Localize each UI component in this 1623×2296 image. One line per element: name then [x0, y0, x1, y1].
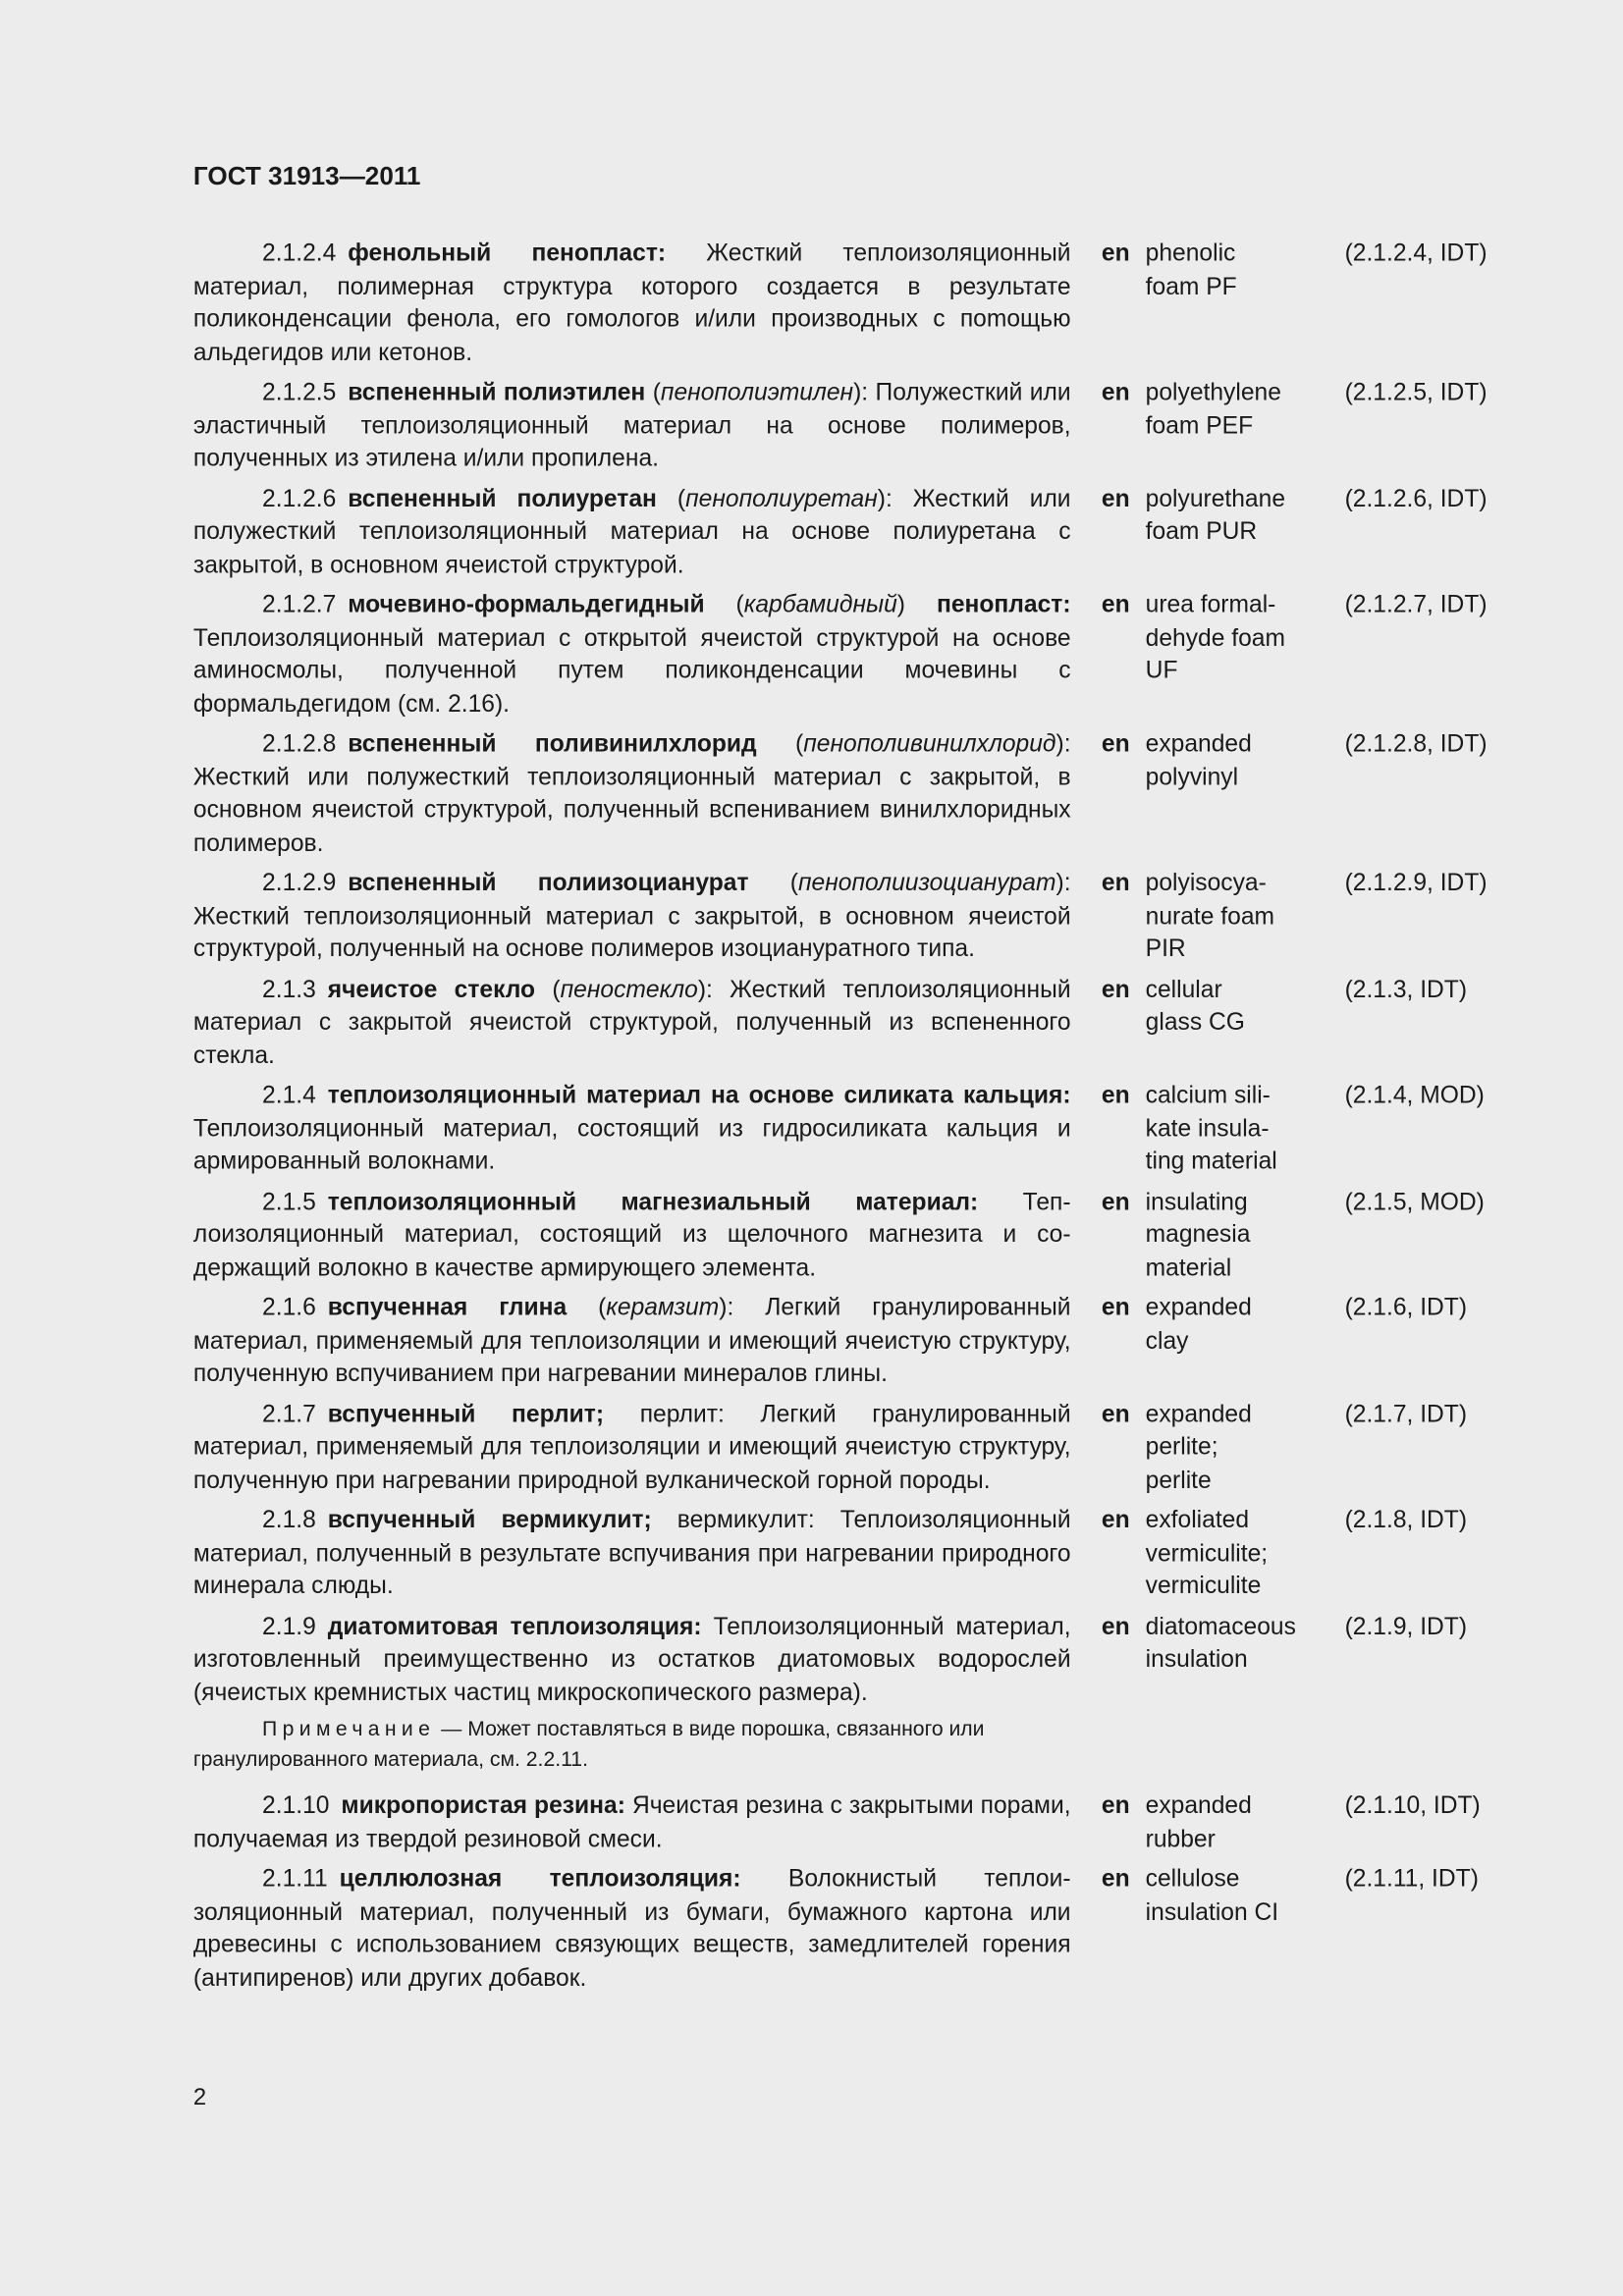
page-number: 2 [192, 2085, 207, 2110]
terms-list [193, 238, 1512, 2002]
english-term-line: perlite; [1145, 1433, 1218, 1461]
english-equivalent [1146, 589, 1345, 721]
term-definition [193, 238, 1071, 369]
term-number: 2.1.3 [262, 976, 316, 1003]
term-name: диатомитовая теплоизоляция: [327, 1613, 702, 1640]
term-definition [193, 589, 1071, 721]
english-equivalent [1146, 1292, 1345, 1391]
term-definition [193, 376, 1071, 475]
term-number: 2.1.2.5 [262, 379, 337, 406]
term-entry [193, 483, 1512, 582]
source-reference: (2.1.2.9, IDT) [1344, 870, 1488, 897]
english-term-line: cellular [1145, 976, 1222, 1003]
language-code: en [1101, 1613, 1130, 1640]
english-term-line: polyurethane [1145, 485, 1286, 512]
term-definition [193, 973, 1071, 1072]
language-code: en [1101, 240, 1130, 267]
english-term-line: dehyde foam [1145, 624, 1286, 652]
term-synonym: карбамидный [743, 591, 897, 618]
definition-text: Ячеистая резина с закрытыми порами, получаемая из твердой резиновой смеси. [192, 1792, 1071, 1852]
definition-text: Жесткий теплоизоляционный материал, полимерная структура которого создается в результате поликонденсации фенола, его гомологов и/или производных с поmощью альдегидов или кетонов. [192, 240, 1071, 366]
english-equivalent [1146, 376, 1345, 475]
term-entry [193, 376, 1512, 475]
term-number: 2.1.5 [262, 1188, 316, 1215]
english-term-line: ting material [1145, 1148, 1277, 1175]
term-entry [193, 867, 1512, 966]
term-entry [193, 1789, 1512, 1855]
term-name: микропористая резина: [341, 1792, 625, 1819]
term-entry [193, 727, 1512, 859]
source-reference: (2.1.2.6, IDT) [1344, 485, 1488, 512]
term-synonym: пенополиизоцианурат [798, 870, 1056, 897]
english-term-line: material [1145, 1254, 1232, 1281]
term-entry [193, 1080, 1512, 1179]
term-entry [193, 973, 1512, 1072]
source-reference: (2.1.6, IDT) [1344, 1294, 1468, 1321]
term-synonym: керамзит [606, 1294, 720, 1321]
source-reference: (2.1.2.8, IDT) [1344, 730, 1488, 758]
note-label: Примечание [262, 1717, 436, 1741]
english-term-line: polyisocya- [1145, 870, 1267, 897]
note [193, 1715, 1071, 1777]
english-term-line: phenolic [1145, 240, 1236, 267]
definition-text: ( [756, 730, 804, 758]
term-synonym: пеностекло [560, 976, 698, 1003]
term-entry [193, 238, 1512, 369]
source-reference: (2.1.11, IDT) [1344, 1865, 1479, 1893]
term-name: теплоизоляционный материал на основе силиката кальция: [327, 1082, 1071, 1109]
definition-text: ( [645, 379, 661, 406]
term-number: 2.1.2.6 [262, 485, 337, 512]
english-term-line: clay [1145, 1327, 1189, 1355]
term-entry [193, 1186, 1512, 1285]
term-synonym: пенополиэтилен [660, 379, 854, 406]
english-term-line: vermiculite; [1145, 1539, 1269, 1567]
definition-text: вермикулит: Теплоизоляционный материал, полученный в результате вспучивания при нагревании природного минерала слюды. [192, 1507, 1071, 1600]
english-equivalent [1146, 483, 1345, 582]
term-entry [193, 1398, 1512, 1497]
term-definition [193, 1610, 1071, 1709]
term-name: целлюлозная теплоизоляция: [339, 1865, 741, 1893]
term-synonym: пенополивинилхлорид [803, 730, 1056, 758]
definition-text: ( [704, 591, 744, 618]
term-definition [193, 1080, 1071, 1179]
definition-text: Волокнистый теплоизоляционный материал, полученный из бумаги, бумажного картона или древесины с использованием связующих веществ, замедлителей горения (антипиренов) или других добавок. [192, 1865, 1071, 1992]
term-entry [193, 1610, 1512, 1709]
english-term-line: cellulose [1145, 1865, 1240, 1893]
term-entry [193, 589, 1512, 721]
english-term-line: polyvinyl [1145, 764, 1239, 790]
source-reference: (2.1.2.4, IDT) [1344, 240, 1488, 267]
english-term-line: polyethylene [1145, 379, 1281, 406]
term-name: вспученный перлит; [327, 1401, 605, 1427]
english-equivalent [1146, 867, 1345, 966]
definition-text: ): Жесткий или полужесткий теплоизоляционный материал с закрытой, в основном ячеистой структурой, полученный вспениванием винилхлоридных полимеров. [192, 730, 1071, 857]
english-term-line: perlite [1145, 1467, 1212, 1493]
english-equivalent [1146, 727, 1345, 859]
english-term-line: insulation CI [1145, 1898, 1279, 1926]
definition-text: ) [896, 591, 937, 618]
term-number: 2.1.2.7 [262, 591, 337, 618]
term-name: вспененный поливинилхлорид [348, 730, 757, 758]
source-reference: (2.1.5, MOD) [1344, 1188, 1485, 1215]
language-code: en [1101, 1507, 1130, 1534]
term-number: 2.1.2.9 [262, 870, 337, 897]
english-term-line: expanded [1145, 1792, 1252, 1819]
english-term-line: vermiculite [1145, 1573, 1262, 1600]
english-term-line: expanded [1145, 1294, 1252, 1321]
term-number: 2.1.4 [262, 1082, 316, 1109]
english-equivalent [1146, 1080, 1345, 1179]
english-term-line: kate insula- [1145, 1115, 1270, 1142]
english-term-line: foam PEF [1145, 411, 1254, 439]
term-definition [193, 483, 1071, 582]
term-entry [193, 1504, 1512, 1603]
source-reference: (2.1.4, MOD) [1344, 1082, 1485, 1109]
english-term-line: exfoliated [1145, 1507, 1250, 1534]
english-term-line: insulation [1145, 1645, 1248, 1673]
definition-text: ): Жесткий теплоизоляционный материал с закрытой, в основном ячеистой структурой, полученный на основе полимеров изоциануратного типа. [192, 870, 1071, 963]
definition-text: Теплоизоляционный материал с открытой ячеистой структурой на основе аминосмолы, полученной путем поликонденсации мочевины с формальдегидом (см. 2.16). [192, 624, 1071, 718]
term-definition [193, 727, 1071, 859]
english-term-line: expanded [1145, 1401, 1252, 1427]
language-code: en [1101, 1188, 1130, 1215]
language-code: en [1101, 1401, 1130, 1427]
term-number: 2.1.10 [262, 1792, 330, 1819]
definition-text: ( [656, 485, 686, 512]
definition-text: ): Полужесткий или эластичный теплоизоляционный материал на основе полимеров, полученных из этилена и/или пропилена. [192, 379, 1071, 472]
language-code: en [1101, 379, 1130, 406]
english-term-line: urea formal- [1145, 591, 1276, 618]
source-reference: (2.1.10, IDT) [1344, 1792, 1481, 1819]
source-reference: (2.1.3, IDT) [1344, 976, 1468, 1003]
english-term-line: glass CG [1145, 1008, 1245, 1036]
definition-text: ( [535, 976, 561, 1003]
language-code: en [1101, 870, 1130, 897]
term-name: ячеистое стекло [327, 976, 536, 1003]
english-equivalent [1146, 238, 1345, 369]
english-equivalent [1146, 973, 1345, 1072]
english-equivalent [1146, 1398, 1345, 1497]
term-number: 2.1.2.4 [262, 240, 337, 267]
term-definition [193, 1292, 1071, 1391]
source-reference: (2.1.9, IDT) [1344, 1613, 1468, 1640]
english-term-line: expanded [1145, 730, 1252, 758]
english-term-line: foam PUR [1145, 518, 1258, 545]
english-term-line: calcium sili- [1145, 1082, 1271, 1109]
term-number: 2.1.8 [262, 1507, 316, 1534]
term-entry [193, 1292, 1512, 1391]
term-number: 2.1.9 [262, 1613, 316, 1640]
term-definition [193, 1789, 1071, 1855]
term-name: теплоизоляционный магнезиальный материал: [327, 1188, 979, 1215]
term-number: 2.1.11 [262, 1865, 328, 1893]
term-definition [193, 867, 1071, 966]
note-text: — Может поставляться в виде порошка, связанного или гранулированного материала, см. 2.2.11. [192, 1717, 985, 1773]
english-equivalent [1146, 1863, 1345, 1995]
english-term-line: PIR [1145, 935, 1186, 963]
language-code: en [1101, 1082, 1130, 1109]
term-definition [193, 1398, 1071, 1497]
term-number: 2.1.2.8 [262, 730, 337, 758]
term-definition [193, 1186, 1071, 1285]
english-term-line: diatomaceous [1145, 1613, 1296, 1640]
english-term-line: nurate foam [1145, 902, 1275, 930]
definition-text: Теплоизоляционный материал, состоящий из гидросиликата кальция и армированный волокнами. [192, 1115, 1071, 1175]
english-equivalent [1146, 1186, 1345, 1285]
term-synonym: пенополиуретан [685, 485, 878, 512]
language-code: en [1101, 730, 1130, 758]
term-name: пенопласт: [936, 591, 1071, 618]
term-number: 2.1.6 [262, 1294, 316, 1321]
term-name: фенольный пенопласт: [348, 240, 667, 267]
term-number: 2.1.7 [262, 1401, 316, 1427]
english-term-line: insulating [1145, 1188, 1248, 1215]
term-name: вспененный полиэтилен [348, 379, 646, 406]
term-name: вспененный полиуретан [348, 485, 657, 512]
definition-text: ): Легкий гранулированный материал, применяемый для теплоизоляции и имеющий ячеистую структуру, полученную вспучиванием при нагревании минералов глины. [192, 1294, 1071, 1387]
source-reference: (2.1.2.5, IDT) [1344, 379, 1488, 406]
source-reference: (2.1.2.7, IDT) [1344, 591, 1488, 618]
language-code: en [1101, 976, 1130, 1003]
language-code: en [1101, 1294, 1130, 1321]
language-code: en [1101, 591, 1130, 618]
english-term-line: foam PF [1145, 273, 1237, 300]
english-term-line: UF [1145, 657, 1178, 684]
definition-text: ): Жесткий теплоизоляционный материал с закрытой ячеистой структурой, полученный из вспененного стекла. [192, 976, 1071, 1069]
english-equivalent [1146, 1504, 1345, 1603]
definition-text: ): Жесткий или полужесткий теплоизоляционный материал на основе полиуретана с закрытой, в основном ячеистой структурой. [192, 485, 1071, 578]
definition-text: Теплоизоляционный материал, изготовленный преимущественно из остатков диатомовых водорослей (ячеистых кремнистых частиц микроскопического размера). [192, 1613, 1071, 1706]
term-name: вспученный вермикулит; [327, 1507, 652, 1534]
term-definition [193, 1504, 1071, 1603]
english-equivalent [1146, 1789, 1345, 1855]
english-term-line: rubber [1145, 1825, 1216, 1852]
term-definition [193, 1863, 1071, 1995]
language-code: en [1101, 1792, 1130, 1819]
term-name: вспененный полиизоцианурат [348, 870, 749, 897]
definition-text: перлит: Легкий гранулированный материал, применяемый для теплоизоляции и имеющий ячеистую структуру, полученную при нагревании природной вулканической горной породы. [192, 1401, 1071, 1493]
english-term-line: magnesia [1145, 1221, 1251, 1249]
source-reference: (2.1.8, IDT) [1344, 1507, 1468, 1534]
document-header: ГОСТ 31913—2011 [192, 161, 421, 190]
language-code: en [1101, 485, 1130, 512]
english-equivalent [1146, 1610, 1345, 1709]
language-code: en [1101, 1865, 1130, 1893]
definition-text: Теплоизоляционный материал, состоящий из щелочного магнезита и содержащий волокно в качестве армирующего элемента. [192, 1188, 1071, 1281]
source-reference: (2.1.7, IDT) [1344, 1401, 1468, 1427]
term-name: мочевино-формальдегидный [348, 591, 705, 618]
term-name: вспученная глина [327, 1294, 568, 1321]
definition-text: ( [748, 870, 799, 897]
definition-text: ( [567, 1294, 607, 1321]
term-entry [193, 1863, 1512, 1995]
